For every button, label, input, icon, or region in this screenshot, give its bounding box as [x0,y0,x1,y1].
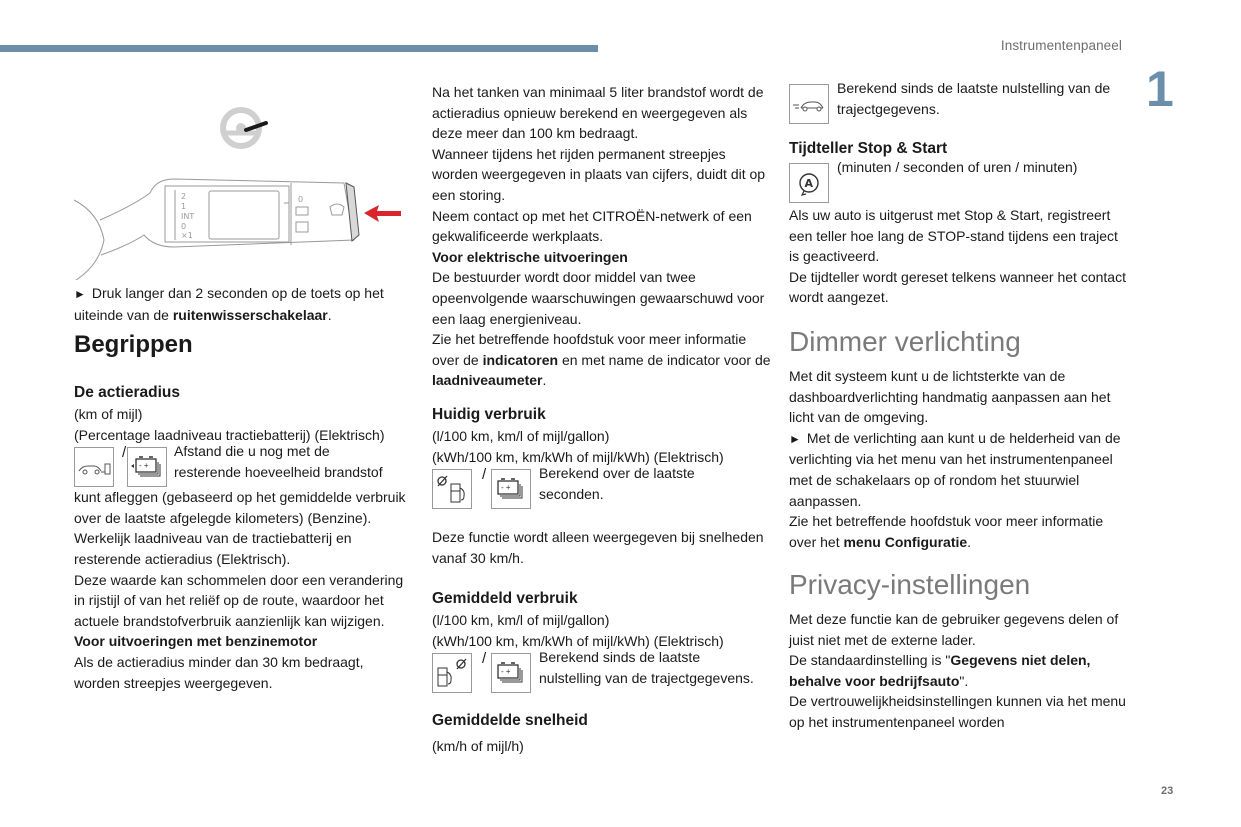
actieradius-title: De actieradius [74,384,180,401]
svg-text:2: 2 [181,192,187,201]
svg-text:- +: - + [501,667,511,677]
menu-configuratie-term: menu Configuratie [843,533,968,550]
bullet-arrow-icon: ► [74,287,86,301]
running-head: Instrumentenpaneel [1000,38,1122,53]
battery-icon [127,447,167,487]
dimmer-section: Dimmer verlichting Met dit systeem kunt u de lichtsterkte van de dashboardverlichting handmatig aanpassen aan het licht van de omgeving. ► Met de verlichting aan kunt u de helderheid van de verlichting via het menu van het instrumentenpaneel met de schakelaars op of rondom het stuurwiel aanpassen. Zie het betreffende hoofdstuk voor meer informatie over het menu Configuratie. [789,325,1129,552]
contact-network-paragraph: Neem contact op met het CITROËN-netwerk of een gekwalificeerde werkplaats. [432,207,752,245]
bullet-arrow-icon: ► [789,431,801,446]
car-range-fuel-icon [74,447,114,487]
actieradius-icon-row: / - + Afstand die u nog met de resterende hoeveelheid brandstof [74,445,409,487]
svg-text:0: 0 [181,222,187,231]
speed-note: Deze functie wordt alleen weergegeven bij snelheden vanaf 30 km/h. [432,529,764,566]
wiper-switch-term: ruitenwisserschakelaar [172,306,328,323]
car-speed-icon [789,84,829,124]
default-setting-term: Gegevens niet delen, behalve voor bedrijfsauto [789,652,1091,689]
actieradius-unit: (km of mijl) [74,406,143,422]
svg-text:0: 0 [298,195,304,204]
instant-consumption-icon [432,469,472,509]
svg-text:1: 1 [181,202,187,211]
wiper-stalk-icon [74,95,409,280]
svg-text:INT: INT [181,212,195,221]
gemiddeld-verbruik-section: Gemiddeld verbruik (l/100 km, km/l of mijl/gallon) (kWh/100 km, km/kWh of mijl/kWh) (Elektrisch) / - + Berekend sinds de laatste nulstelling van de trajectgegevens. [432,588,772,693]
privacy-title: Privacy-instellingen [789,569,1031,600]
huidig-verbruik-section: Huidig verbruik (l/100 km, km/l of mijl/gallon) (kWh/100 km, km/kWh of mijl/kWh) (Elektrisch) / - + Berekend over de laatste seconden. Deze functie wordt alleen weergegeven bij snelheden vanaf 30 km/h. [432,404,772,568]
section-title-begrippen: Begrippen [74,331,193,358]
petrol-heading: Voor uitvoeringen met benzinemotor [74,633,318,650]
chapter-number: 1 [1146,61,1174,117]
electric-heading: Voor elektrische uitvoeringen [432,248,628,265]
stop-start-icon [789,163,829,203]
svg-text:×1: ×1 [181,231,193,240]
page-number: 23 [1161,785,1174,797]
wiper-stalk-illustration [74,95,409,280]
wiper-instruction: ► Druk langer dan 2 seconden op de toets op het uiteinde van de ruitenwisserschakelaar. [74,285,384,323]
battery-icon [491,469,531,509]
chapter-accent-bar [0,45,598,52]
svg-text:- +: - + [501,483,511,493]
stop-start-title: Tijdteller Stop & Start [789,140,948,157]
svg-text:A: A [804,177,814,190]
average-consumption-icon [432,653,472,693]
steering-wheel-icon [223,110,266,146]
huidig-verbruik-title: Huidig verbruik [432,406,546,423]
see-indicators-paragraph: Zie het betreffende hoofdstuk voor meer informatie over de indicatoren en met name de indicator voor de laadniveaumeter. [432,331,771,389]
stop-start-section: Tijdteller Stop & Start A (minuten / seconden of uren / minuten) Als uw auto is uitgerust met Stop & Start, registreert een teller hoe lang de STOP-stand tijdens een traject is geactiveerd. De tijdteller wordt gereset telkens wanneer het contact wordt aangezet. [789,138,1129,308]
gemiddeld-verbruik-title: Gemiddeld verbruik [432,590,578,607]
battery-icon [491,653,531,693]
gemiddelde-snelheid-title: Gemiddelde snelheid [432,712,588,729]
dimmer-title: Dimmer verlichting [789,326,1021,357]
gemiddelde-snelheid-section: Gemiddelde snelheid (km/h of mijl/h) [432,710,772,757]
red-arrow-icon [364,205,401,222]
refuel-paragraph: Na het tanken van minimaal 5 liter brandstof wordt de actieradius opnieuw berekend en weergegeven als deze meer dan 100 km bedraagt. [432,84,764,142]
svg-text:- +: - + [139,461,149,471]
dashes-paragraph: Wanneer tijdens het rijden permanent streepjes worden weergegeven in plaats van cijfers, duidt dit op een storing. [432,145,766,203]
actieradius-section: De actieradius (km of mijl) (Percentage laadniveau tractiebatterij) (Elektrisch) / - + Afstand die u nog met de resterende hoeveelheid brandstof kunt afleggen (gebaseerd op het gemiddelde verbruik over de laatste afgelegde kilometers) (Benzine). Werkelijk laadniveau van de tractiebatterij en resterende actieradius (Elektrisch). Deze waarde kan schommelen door een verandering in rijstijl of van het reliëf op de route, waardoor het actuele brandstofverbruik aanzienlijk kan wijzigen. Voor uitvoeringen met benzinemotor Als de actieradius minder dan 30 km bedraagt, worden streepjes weergegeven. [74,382,409,693]
privacy-section: Privacy-instellingen Met deze functie kan de gebruiker gegevens delen of juist niet met de externe lader. De standaardinstelling is "Gegevens niet delen, behalve voor bedrijfsauto". De vertrouwelijkheidsinstellingen kunnen via het menu op het instrumentenpaneel worden [789,568,1129,733]
actieradius-unit-electric: (Percentage laadniveau tractiebatterij) (Elektrisch) [74,426,385,443]
